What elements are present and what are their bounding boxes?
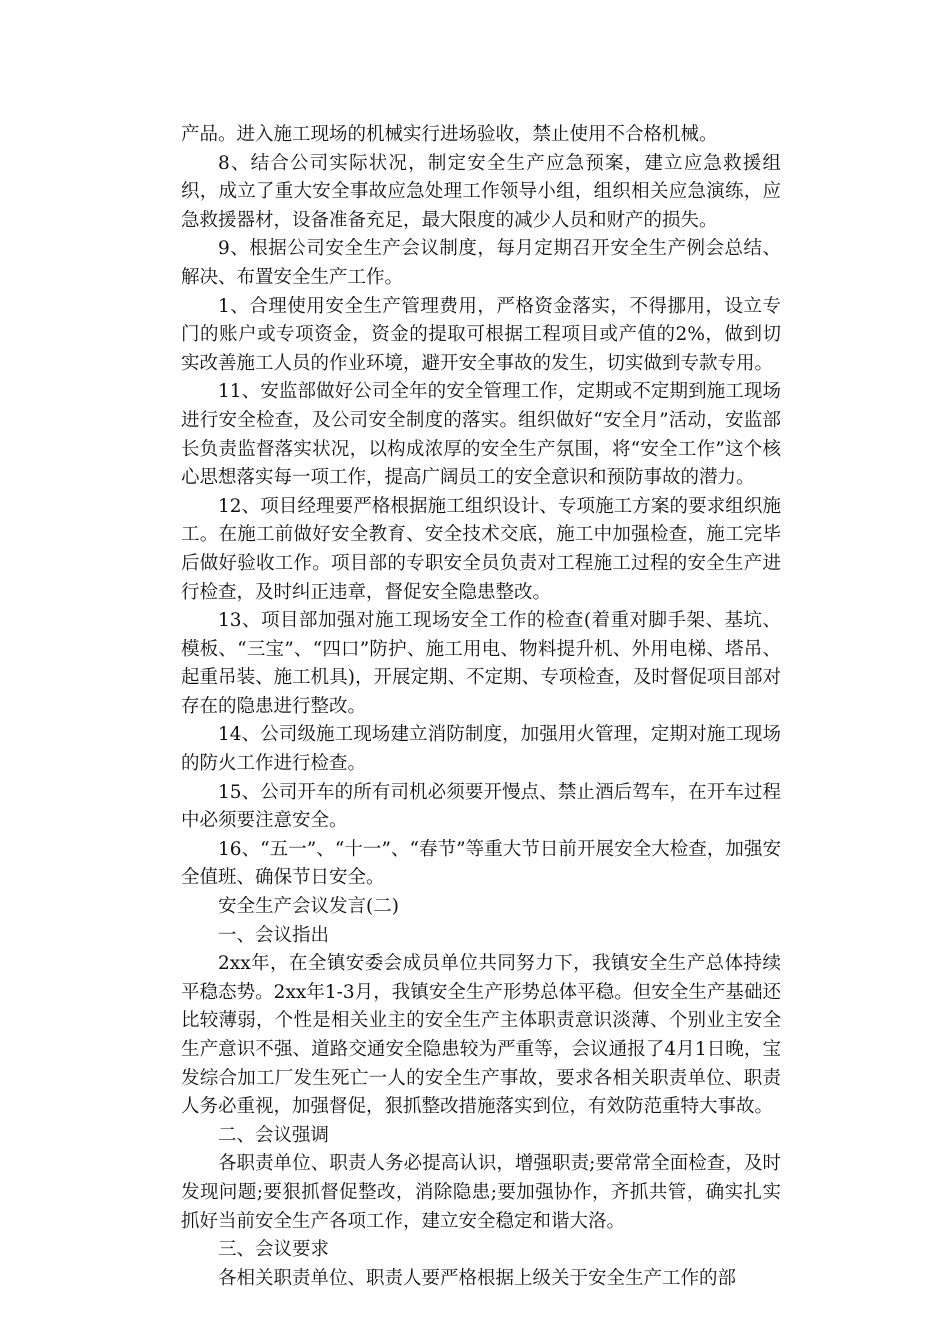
paragraph-continuation: 产品。进入施工现场的机械实行进场验收，禁止使用不合格机械。 <box>181 124 718 145</box>
section-body-2: 各职责单位、职责人务必提高认识，增强职责;要常常全面检查，及时发现问题;要狠抓督促整改，消除隐患;要加强协作，齐抓共管，确实扎实抓好当前安全生产各项工作，建立安全稳定和谐大洛。 <box>181 1153 781 1232</box>
section-heading-1: 一、会议指出 <box>218 924 330 946</box>
paragraph-item-14: 14、公司级施工现场建立消防制度，加强用火管理，定期对施工现场的防火工作进行检查。 <box>181 724 781 775</box>
paragraph-item-15: 15、公司开车的所有司机必须要开慢点、禁止酒后驾车，在开车过程中必须要注意安全。 <box>181 781 781 832</box>
paragraph-item-12: 12、项目经理要严格根据施工组织设计、专项施工方案的要求组织施工。在施工前做好安全教育、安全技术交底，施工中加强检查，施工完毕后做好验收工作。项目部的专职安全员负责对工程施工过程的安全生产进行检查，及时纠正违章，督促安全隐患整改。 <box>181 495 781 603</box>
paragraph-item-16: 16、“五一”、“十一”、“春节”等重大节日前开展安全大检查，加强安全值班、确保节日安全。 <box>181 838 781 889</box>
paragraph-item-9: 9、根据公司安全生产会议制度，每月定期召开安全生产例会总结、解决、布置安全生产工作。 <box>181 238 781 288</box>
section-heading-2: 二、会议强调 <box>218 1124 330 1146</box>
paragraph-item-8: 8、结合公司实际状况，制定安全生产应急预案，建立应急救援组织，成立了重大安全事故应急处理工作领导小组，组织相关应急演练，应急救援器材，设备准备充足，最大限度的减少人员和财产的损失。 <box>181 152 781 231</box>
section-title: 安全生产会议发言(二) <box>218 896 399 918</box>
section-body-1: 2xx年，在全镇安委会成员单位共同努力下，我镇安全生产总体持续平稳态势。2xx年1-3月，我镇安全生产形势总体平稳。但安全生产基础还比较薄弱，个性是相关业主的安全生产主体职责意识淡薄、个别业主安全生产意识不强、道路交通安全隐患较为严重等，会议通报了4月1日晚，宝发综合加工厂发生死亡一人的安全生产事故，要求各相关职责单位、职责人务必重视，加强督促，狠抓整改措施落实到位，有效防范重特大事故。 <box>181 953 781 1118</box>
section-body-3: 各相关职责单位、职责人要严格根据上级关于安全生产工作的部 <box>218 1267 737 1289</box>
paragraph-item-1: 1、合理使用安全生产管理费用，严格资金落实，不得挪用，设立专门的账户或专项资金，资金的提取可根据工程项目或产值的2%，做到切实改善施工人员的作业环境，避开安全事故的发生，切实做到专款专用。 <box>181 295 781 374</box>
document-page <box>181 121 781 1293</box>
paragraph-item-13: 13、项目部加强对施工现场安全工作的检查(着重对脚手架、基坑、模板、“三宝”、“四口”防护、施工用电、物料提升机、外用电梯、塔吊、起重吊装、施工机具)，开展定期、不定期、专项检查，及时督促项目部对存在的隐患进行整改。 <box>181 610 781 717</box>
paragraph-item-11: 11、安监部做好公司全年的安全管理工作，定期或不定期到施工现场进行安全检查，及公司安全制度的落实。组织做好“安全月”活动，安监部长负责监督落实状况，以构成浓厚的安全生产氛围，将“安全工作”这个核心思想落实每一项工作，提高广阔员工的安全意识和预防事故的潜力。 <box>181 381 781 489</box>
section-heading-3: 三、会议要求 <box>218 1239 330 1261</box>
